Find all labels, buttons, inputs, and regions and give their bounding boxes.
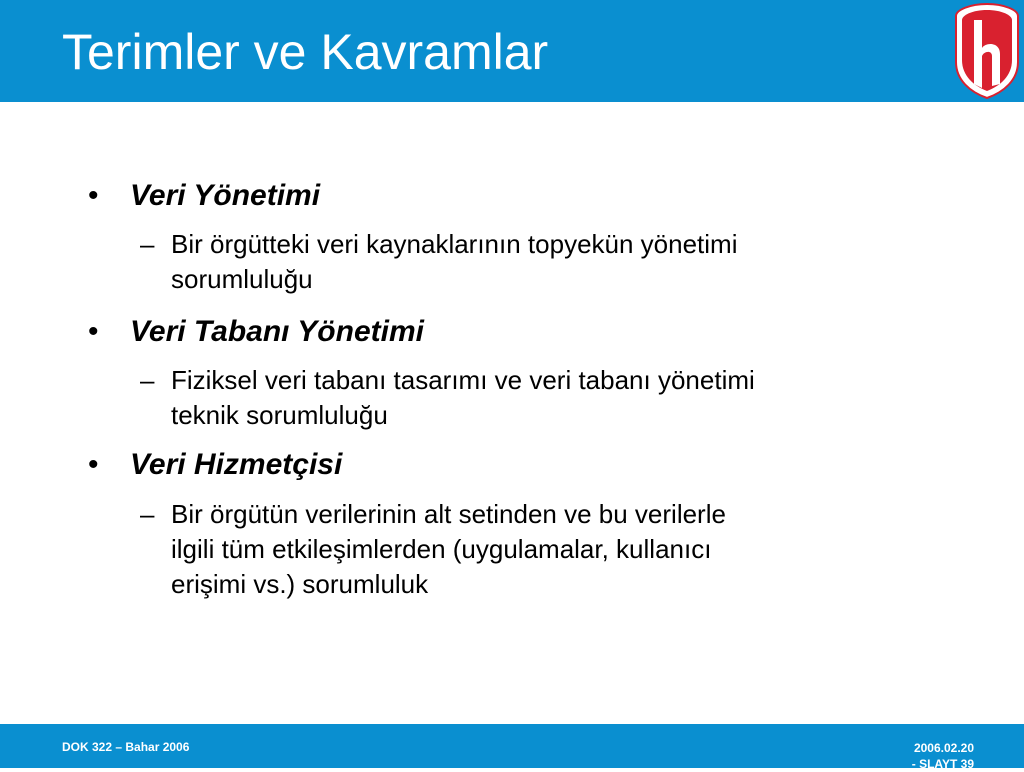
- footer-right: [874, 740, 974, 772]
- header-band: [0, 0, 1024, 102]
- term-label: Veri Hizmetçisi: [130, 448, 343, 481]
- term-description: Fiziksel veri tabanı tasarımı ve veri tabanı yönetimi teknik sorumluluğu: [171, 365, 755, 430]
- slide-number: - SLAYT 39: [911, 757, 974, 771]
- footer-band: [0, 724, 1024, 771]
- dash-marker: –: [140, 229, 155, 259]
- date-label: 2006.02.20: [913, 741, 974, 755]
- slide-title: Terimler ve Kavramlar: [62, 24, 549, 80]
- term-label: Veri Tabanı Yönetimi: [130, 315, 424, 348]
- bullet-dot: •: [88, 179, 99, 212]
- dash-marker: –: [140, 365, 155, 395]
- term-description: Bir örgütteki veri kaynaklarının topyekün yönetimi sorumluluğu: [171, 229, 738, 294]
- term-description: Bir örgütün verilerinin alt setinden ve bu verilerle ilgili tüm etkileşimlerden (uygulamalar, kullanıcı erişimi vs.) sorumluluk: [171, 499, 726, 599]
- course-label: DOK 322 – Bahar 2006: [62, 740, 190, 754]
- dash-marker: –: [140, 499, 155, 529]
- hacettepe-h-logo-icon: [952, 2, 1022, 100]
- bullet-dot: •: [88, 448, 99, 481]
- bullet-dot: •: [88, 315, 99, 348]
- slide-content: [0, 102, 1024, 724]
- term-label: Veri Yönetimi: [130, 179, 321, 212]
